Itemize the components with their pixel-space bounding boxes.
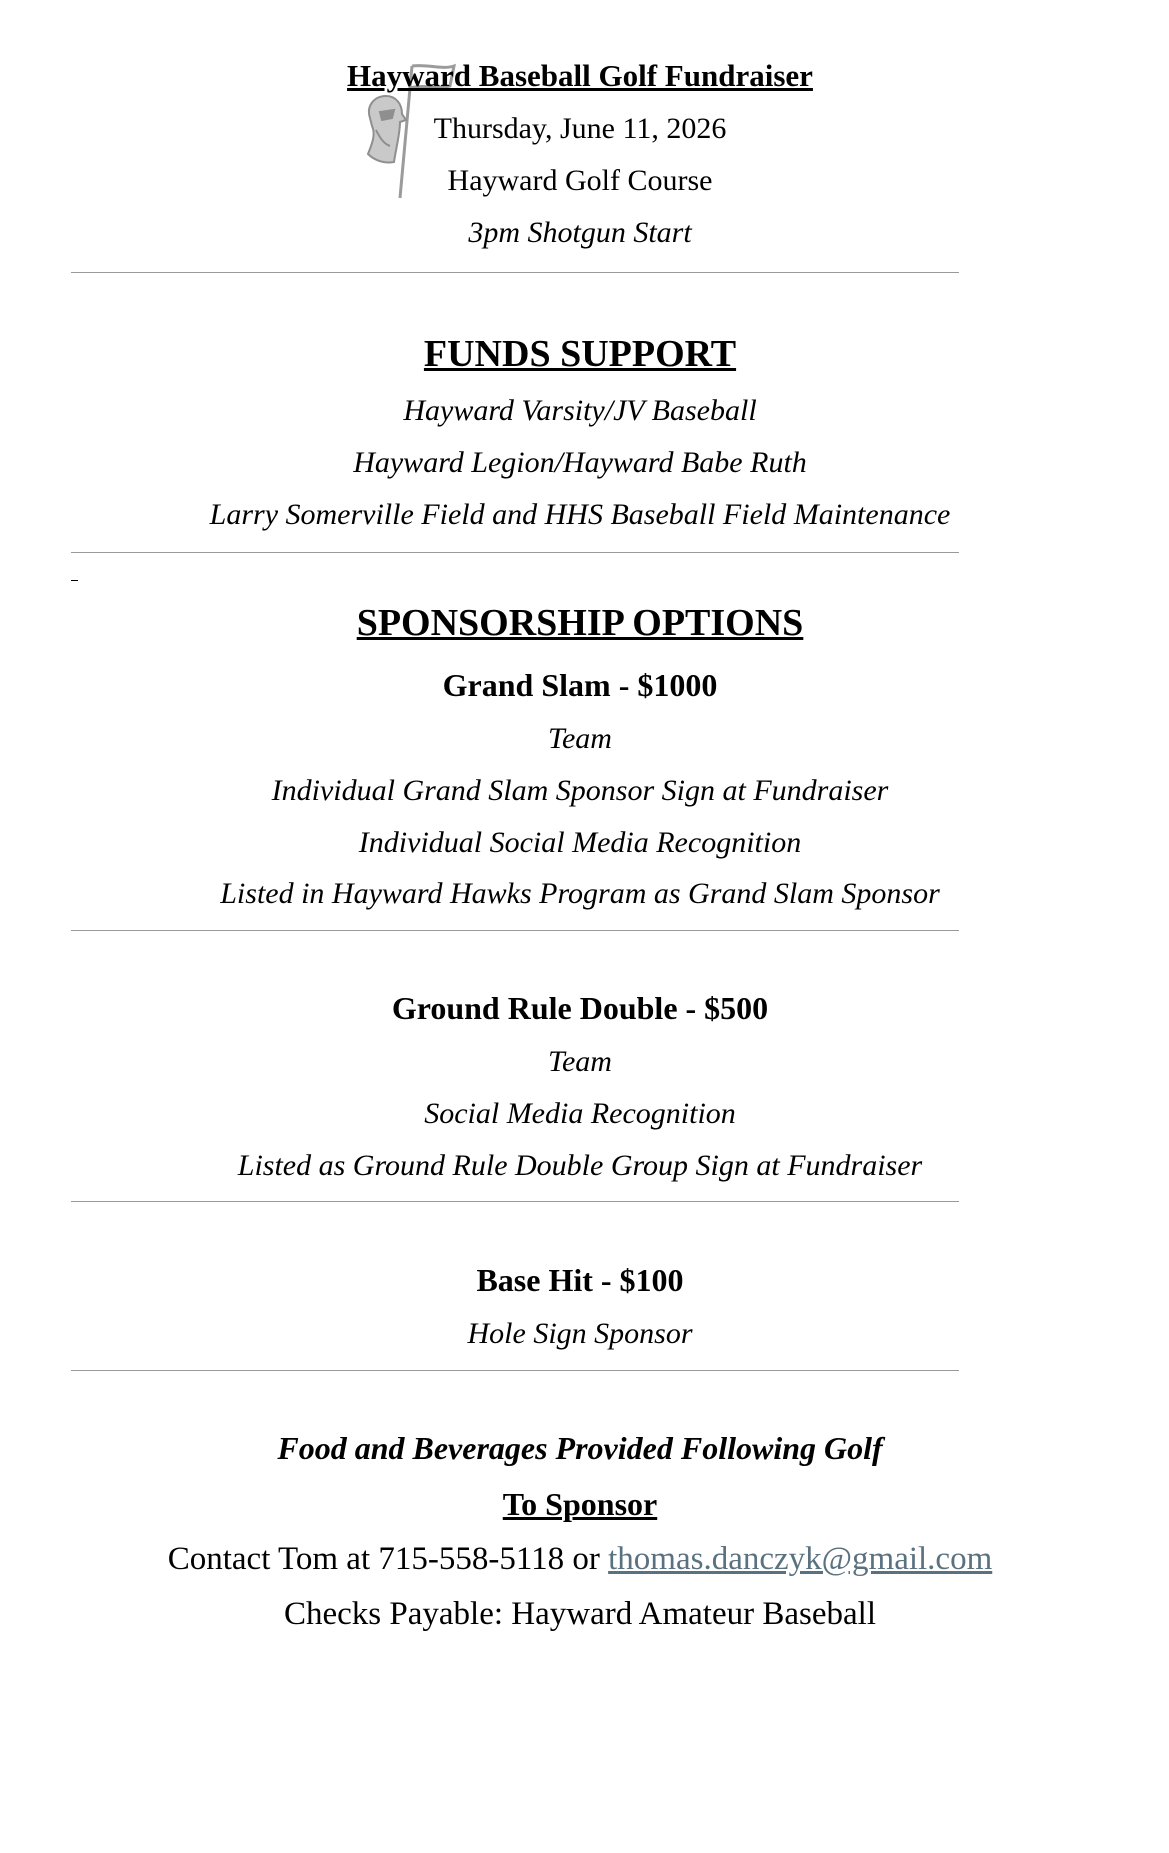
funds-heading: FUNDS SUPPORT bbox=[423, 333, 737, 375]
tier-benefit: Hole Sign Sponsor bbox=[467, 1317, 693, 1350]
event-start-time: 3pm Shotgun Start bbox=[468, 216, 692, 249]
funds-item: Hayward Legion/Hayward Babe Ruth bbox=[353, 446, 807, 479]
tier-benefit: Team bbox=[548, 1045, 612, 1078]
event-title: Hayward Baseball Golf Fundraiser bbox=[347, 58, 813, 93]
contact-line bbox=[0, 1541, 1160, 1578]
divider bbox=[71, 272, 959, 273]
divider bbox=[71, 1201, 959, 1202]
divider bbox=[71, 1370, 959, 1371]
stray-mark bbox=[71, 580, 78, 581]
email-link[interactable]: thomas.danczyk@gmail.com bbox=[608, 1541, 993, 1577]
tier-benefit: Individual Social Media Recognition bbox=[358, 826, 802, 859]
tier-benefit: Listed as Ground Rule Double Group Sign at Fundraiser bbox=[237, 1149, 923, 1182]
divider bbox=[71, 552, 959, 553]
tier-benefit: Individual Grand Slam Sponsor Sign at Fundraiser bbox=[271, 774, 889, 807]
divider bbox=[71, 930, 959, 931]
event-date: Thursday, June 11, 2026 bbox=[433, 112, 727, 145]
tier-benefit: Social Media Recognition bbox=[424, 1097, 736, 1130]
tier-benefit: Team bbox=[548, 722, 612, 755]
to-sponsor-heading: To Sponsor bbox=[502, 1486, 658, 1522]
tier-benefit: Listed in Hayward Hawks Program as Grand Slam Sponsor bbox=[220, 877, 940, 910]
event-venue: Hayward Golf Course bbox=[447, 164, 713, 197]
funds-item: Larry Somerville Field and HHS Baseball Field Maintenance bbox=[209, 498, 951, 531]
checks-payable: Checks Payable: Hayward Amateur Baseball bbox=[284, 1596, 876, 1632]
sponsorship-heading: SPONSORSHIP OPTIONS bbox=[356, 602, 804, 644]
contact-text: Contact Tom at 715-558-5118 or bbox=[167, 1541, 609, 1577]
tier-title-ground-rule-double: Ground Rule Double - $500 bbox=[391, 990, 769, 1026]
tier-title-base-hit: Base Hit - $100 bbox=[476, 1262, 684, 1298]
funds-item: Hayward Varsity/JV Baseball bbox=[403, 394, 757, 427]
tier-title-grand-slam: Grand Slam - $1000 bbox=[442, 667, 718, 703]
food-note: Food and Beverages Provided Following Golf bbox=[277, 1430, 883, 1466]
